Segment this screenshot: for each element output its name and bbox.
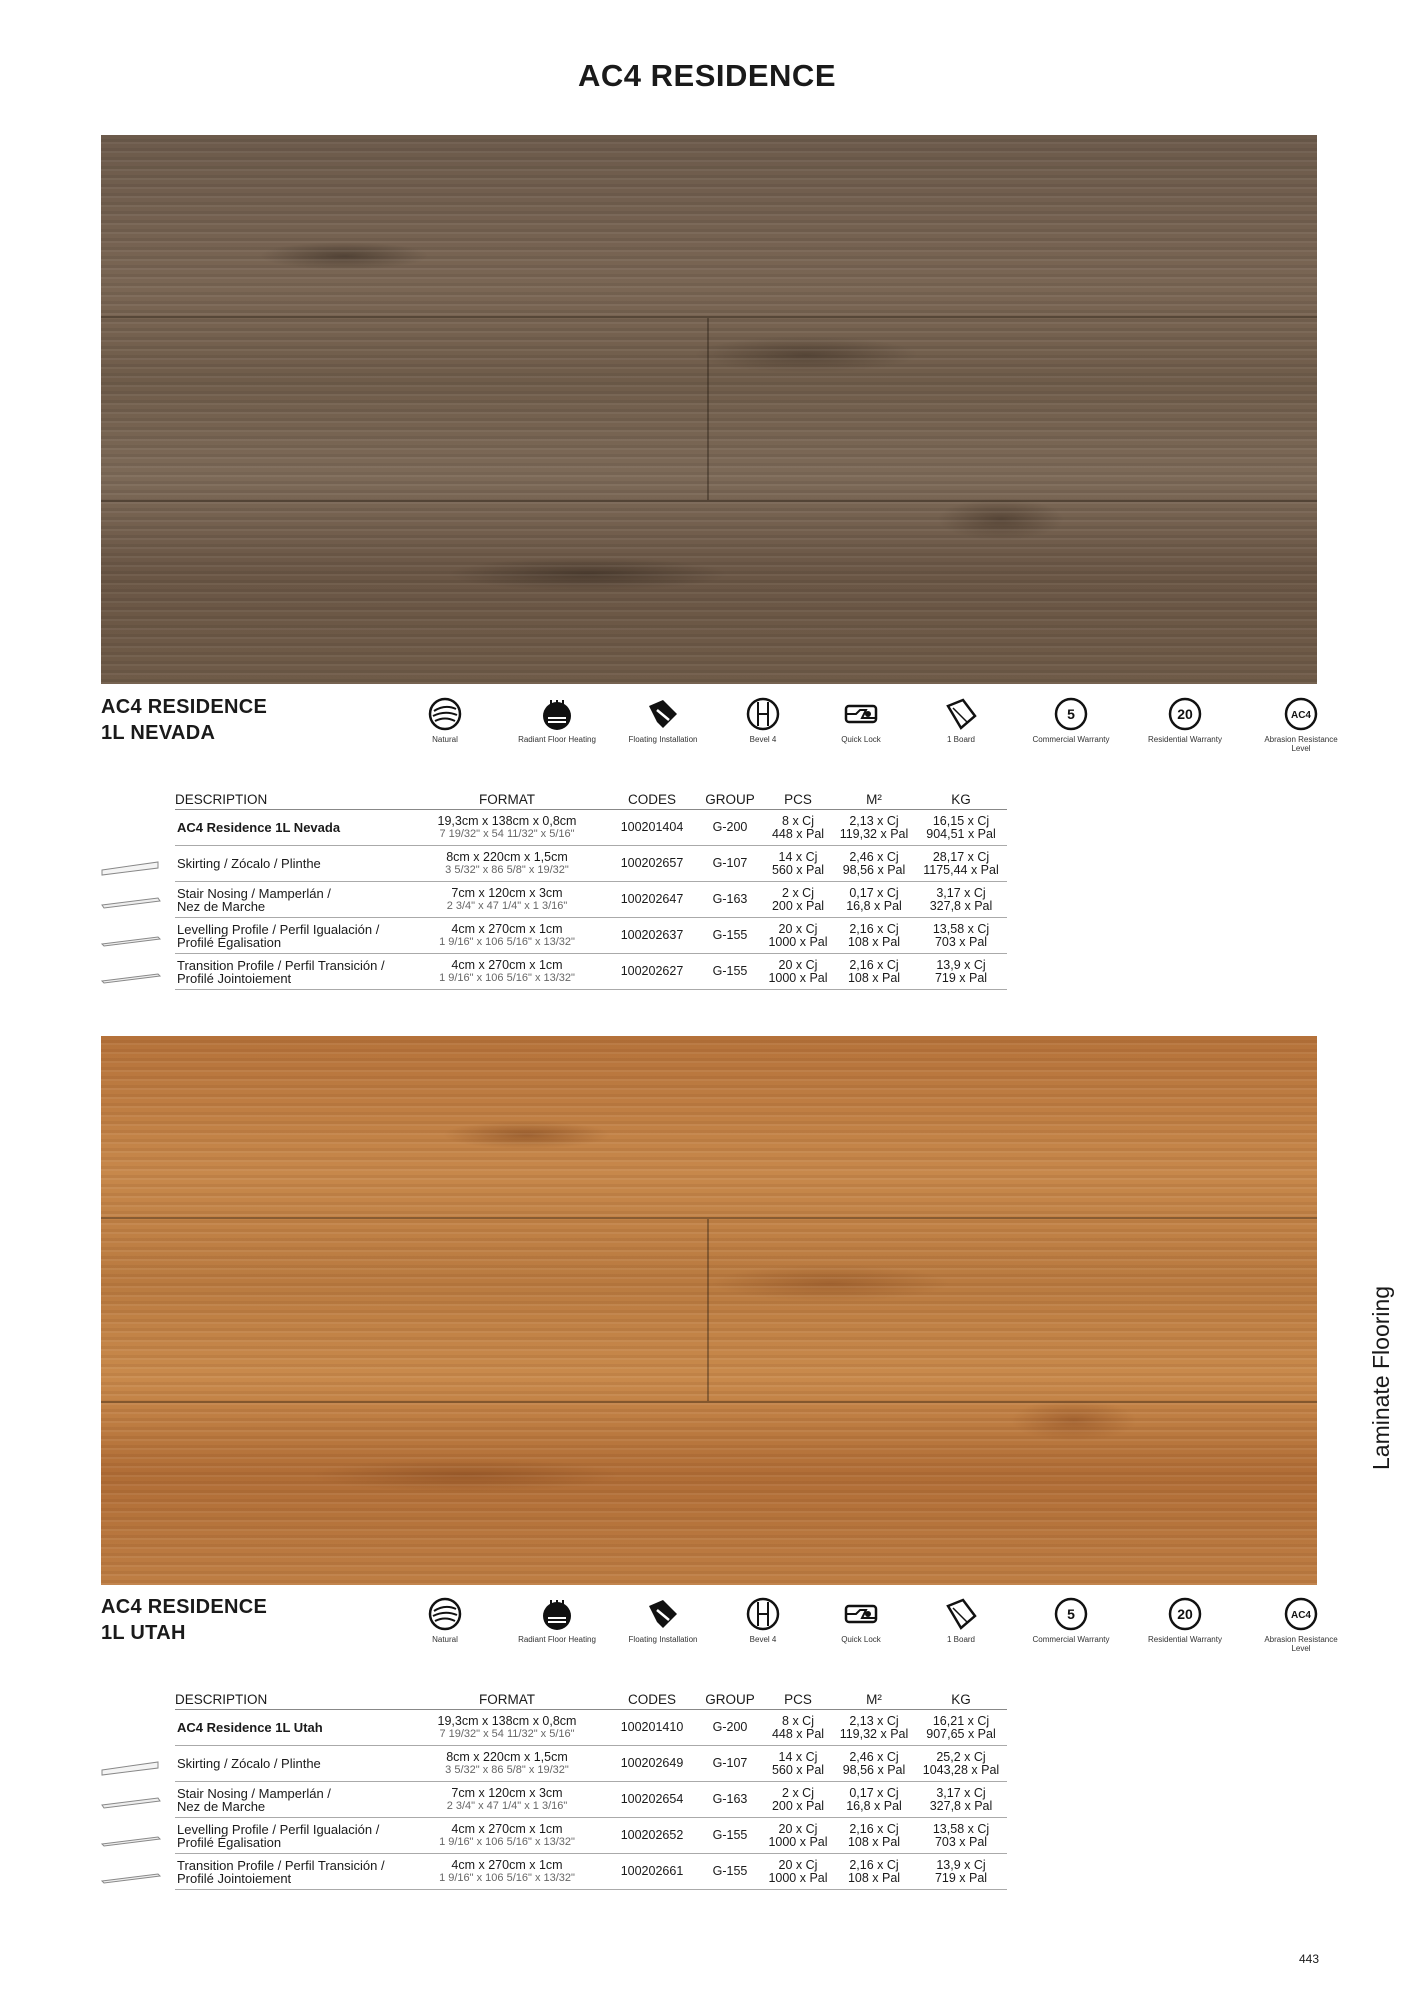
cell-description xyxy=(175,1710,407,1746)
skirting-profile-image xyxy=(100,1758,162,1776)
header-description: DESCRIPTION xyxy=(175,790,407,810)
commercial-warranty-icon xyxy=(1053,696,1089,732)
m2-pallet: 108 x Pal xyxy=(847,1834,901,1849)
icon-label: Bevel 4 xyxy=(749,1635,777,1644)
cell-code: 100201404 xyxy=(607,810,697,846)
cell-code: 100202649 xyxy=(607,1746,697,1782)
kg-pallet: 703 x Pal xyxy=(934,934,988,949)
header-m2: M² xyxy=(833,1690,915,1710)
cell-kg xyxy=(915,1746,1007,1782)
cell-format xyxy=(407,1710,607,1746)
commercial-warranty-icon xyxy=(1053,1596,1089,1632)
header-codes: CODES xyxy=(607,790,697,810)
kg-pallet: 907,65 x Pal xyxy=(926,1726,996,1741)
residential-warranty-icon xyxy=(1167,1596,1203,1632)
natural-feature xyxy=(400,1596,490,1644)
pcs-box: 2 x Cj xyxy=(782,1785,814,1800)
kg-box: 13,9 x Cj xyxy=(936,1857,986,1872)
abrasion-resistance-feature xyxy=(1256,696,1346,753)
utah-floor-image xyxy=(101,1036,1317,1585)
pcs-pallet: 1000 x Pal xyxy=(768,934,828,949)
cell-group: G-155 xyxy=(697,1854,763,1890)
pcs-pallet: 448 x Pal xyxy=(771,1726,825,1741)
bevel-feature xyxy=(718,696,808,744)
description-line1: Skirting / Zócalo / Plinthe xyxy=(177,856,321,871)
pcs-pallet: 200 x Pal xyxy=(771,898,825,913)
cell-description xyxy=(175,1854,407,1890)
description-line1: Transition Profile / Perfil Transición / xyxy=(177,957,385,973)
m2-box: 2,16 x Cj xyxy=(849,1857,899,1872)
format-metric: 8cm x 220cm x 1,5cm xyxy=(446,849,568,864)
table-row xyxy=(175,882,1007,918)
stair-nosing-profile-image xyxy=(100,893,162,911)
icon-label: Commercial Warranty xyxy=(1032,1635,1110,1644)
cell-m2 xyxy=(833,882,915,918)
pcs-pallet: 200 x Pal xyxy=(771,1798,825,1813)
format-imperial: 1 9/16" x 106 5/16" x 13/32" xyxy=(439,935,575,948)
m2-pallet: 98,56 x Pal xyxy=(842,1762,906,1777)
abrasion-resistance-icon xyxy=(1283,1596,1319,1632)
product-title-utah xyxy=(101,1594,267,1646)
description-line2: Profilé Égalisation xyxy=(177,934,282,950)
icon-label: Floating Installation xyxy=(628,735,698,744)
header-m2: M² xyxy=(833,790,915,810)
kg-box: 13,9 x Cj xyxy=(936,957,986,972)
kg-pallet: 719 x Pal xyxy=(934,1870,988,1885)
skirting-profile-image xyxy=(100,858,162,876)
residential-warranty-feature xyxy=(1140,696,1230,744)
cell-format xyxy=(407,918,607,954)
description-line1: Levelling Profile / Perfil Igualación / xyxy=(177,1821,380,1837)
cell-group: G-155 xyxy=(697,1818,763,1854)
pcs-box: 14 x Cj xyxy=(778,1749,818,1764)
format-metric: 8cm x 220cm x 1,5cm xyxy=(446,1749,568,1764)
description-line2: Profilé Égalisation xyxy=(177,1834,282,1850)
natural-feature xyxy=(400,696,490,744)
cell-pcs xyxy=(763,810,833,846)
table-body xyxy=(175,1710,1007,1890)
nevada-floor-image xyxy=(101,135,1317,684)
natural-icon xyxy=(427,696,463,732)
icon-label: Abrasion Resistance Level xyxy=(1264,1635,1338,1653)
cell-format xyxy=(407,810,607,846)
icon-label: Natural xyxy=(432,1635,458,1644)
m2-pallet: 16,8 x Pal xyxy=(846,1798,902,1813)
pcs-pallet: 560 x Pal xyxy=(771,1762,825,1777)
cell-code: 100202661 xyxy=(607,1854,697,1890)
bevel-icon xyxy=(745,1596,781,1632)
cell-group: G-200 xyxy=(697,810,763,846)
transition-profile-image xyxy=(100,968,162,986)
stair-nosing-profile-image xyxy=(100,1793,162,1811)
icon-label: Residential Warranty xyxy=(1148,735,1222,744)
cell-code: 100202652 xyxy=(607,1818,697,1854)
cell-format xyxy=(407,954,607,990)
pcs-box: 20 x Cj xyxy=(778,1857,818,1872)
cell-code: 100202654 xyxy=(607,1782,697,1818)
cell-kg xyxy=(915,918,1007,954)
cell-group: G-200 xyxy=(697,1710,763,1746)
pcs-box: 14 x Cj xyxy=(778,849,818,864)
header-group: GROUP xyxy=(697,790,763,810)
icon-label: Natural xyxy=(432,735,458,744)
format-metric: 19,3cm x 138cm x 0,8cm xyxy=(437,1713,577,1728)
levelling-profile-image xyxy=(100,931,162,949)
cell-kg xyxy=(915,882,1007,918)
abrasion-resistance-feature xyxy=(1256,1596,1346,1653)
cell-group: G-163 xyxy=(697,882,763,918)
cell-code: 100201410 xyxy=(607,1710,697,1746)
description-line1: AC4 Residence 1L Utah xyxy=(177,1720,323,1735)
badge-text: AC4 xyxy=(1290,1610,1312,1621)
cell-m2 xyxy=(833,810,915,846)
table-header-row xyxy=(175,1690,1007,1710)
one-board-feature xyxy=(916,1596,1006,1644)
format-imperial: 1 9/16" x 106 5/16" x 13/32" xyxy=(439,1871,575,1884)
cell-description xyxy=(175,918,407,954)
icon-label: 1 Board xyxy=(946,735,976,744)
badge-text: 20 xyxy=(1177,1606,1193,1622)
cell-pcs xyxy=(763,918,833,954)
pcs-pallet: 1000 x Pal xyxy=(768,970,828,985)
icon-label: Radiant Floor Heating xyxy=(518,735,596,744)
table-row xyxy=(175,1746,1007,1782)
cell-kg xyxy=(915,1782,1007,1818)
spec-table-nevada xyxy=(175,790,1007,990)
m2-pallet: 16,8 x Pal xyxy=(846,898,902,913)
badge-text: AC4 xyxy=(1290,710,1312,721)
quick-lock-feature xyxy=(816,696,906,744)
kg-pallet: 1043,28 x Pal xyxy=(922,1762,1000,1777)
icon-label: Commercial Warranty xyxy=(1032,735,1110,744)
cell-description xyxy=(175,810,407,846)
cell-pcs xyxy=(763,1782,833,1818)
cell-format xyxy=(407,882,607,918)
m2-box: 2,13 x Cj xyxy=(849,1713,899,1728)
m2-box: 2,13 x Cj xyxy=(849,813,899,828)
product-title-line2: 1L NEVADA xyxy=(101,722,216,744)
icon-label: 1 Board xyxy=(946,1635,976,1644)
cell-kg xyxy=(915,954,1007,990)
cell-code: 100202647 xyxy=(607,882,697,918)
kg-pallet: 1175,44 x Pal xyxy=(923,862,999,877)
table-row xyxy=(175,810,1007,846)
m2-box: 2,46 x Cj xyxy=(849,1749,899,1764)
cell-m2 xyxy=(833,846,915,882)
format-metric: 4cm x 270cm x 1cm xyxy=(451,1821,563,1836)
header-codes: CODES xyxy=(607,1690,697,1710)
icon-label: Floating Installation xyxy=(628,1635,698,1644)
cell-kg xyxy=(915,1818,1007,1854)
m2-pallet: 108 x Pal xyxy=(847,1870,901,1885)
quick-lock-icon xyxy=(843,696,879,732)
m2-box: 2,16 x Cj xyxy=(849,921,899,936)
format-metric: 4cm x 270cm x 1cm xyxy=(451,921,563,936)
product-title-line2: 1L UTAH xyxy=(101,1622,186,1644)
cell-code: 100202637 xyxy=(607,918,697,954)
icon-label: Radiant Floor Heating xyxy=(518,1635,596,1644)
icon-label: Quick Lock xyxy=(841,1635,881,1644)
cell-pcs xyxy=(763,882,833,918)
radiant-floor-heating-feature xyxy=(512,1596,602,1644)
m2-pallet: 108 x Pal xyxy=(847,970,901,985)
format-metric: 4cm x 270cm x 1cm xyxy=(451,957,563,972)
description-line1: Transition Profile / Perfil Transición / xyxy=(177,1857,385,1873)
bevel-icon xyxy=(745,696,781,732)
plank-seam xyxy=(101,500,1317,502)
abrasion-resistance-icon xyxy=(1283,696,1319,732)
icon-label: Quick Lock xyxy=(841,735,881,744)
plank-seam xyxy=(101,316,1317,318)
badge-text: 5 xyxy=(1067,706,1075,722)
m2-pallet: 108 x Pal xyxy=(847,934,901,949)
table-row xyxy=(175,1854,1007,1890)
cell-description xyxy=(175,1782,407,1818)
header-description: DESCRIPTION xyxy=(175,1690,407,1710)
kg-box: 16,21 x Cj xyxy=(932,1713,990,1728)
one-board-icon xyxy=(943,696,979,732)
cell-m2 xyxy=(833,1854,915,1890)
plank-seam xyxy=(101,1401,1317,1403)
cell-format xyxy=(407,1854,607,1890)
bevel-feature xyxy=(718,1596,808,1644)
table-row xyxy=(175,1782,1007,1818)
cell-group: G-155 xyxy=(697,918,763,954)
description-line1: Stair Nosing / Mamperlán / xyxy=(177,885,331,901)
table-header-row xyxy=(175,790,1007,810)
cell-m2 xyxy=(833,954,915,990)
page-title: AC4 RESIDENCE xyxy=(578,58,836,93)
kg-pallet: 327,8 x Pal xyxy=(929,898,993,913)
description-line1: AC4 Residence 1L Nevada xyxy=(177,820,341,835)
format-imperial: 2 3/4" x 47 1/4" x 1 3/16" xyxy=(446,899,568,912)
m2-pallet: 119,32 x Pal xyxy=(839,826,909,841)
cell-pcs xyxy=(763,1746,833,1782)
description-line1: Stair Nosing / Mamperlán / xyxy=(177,1785,331,1801)
table-row xyxy=(175,1818,1007,1854)
icon-label: Residential Warranty xyxy=(1148,1635,1222,1644)
pcs-box: 2 x Cj xyxy=(782,885,814,900)
format-imperial: 2 3/4" x 47 1/4" x 1 3/16" xyxy=(446,1799,568,1812)
description-line2: Profilé Jointoiement xyxy=(177,970,292,986)
format-imperial: 1 9/16" x 106 5/16" x 13/32" xyxy=(439,971,575,984)
product-title-nevada xyxy=(101,694,267,746)
format-imperial: 7 19/32" x 54 11/32" x 5/16" xyxy=(439,1727,575,1740)
description-line2: Nez de Marche xyxy=(177,898,266,914)
kg-pallet: 327,8 x Pal xyxy=(929,1798,993,1813)
pcs-box: 8 x Cj xyxy=(782,813,814,828)
cell-format xyxy=(407,846,607,882)
format-metric: 19,3cm x 138cm x 0,8cm xyxy=(437,813,577,828)
cell-description xyxy=(175,882,407,918)
cell-pcs xyxy=(763,954,833,990)
floating-installation-icon xyxy=(645,696,681,732)
pcs-box: 20 x Cj xyxy=(778,957,818,972)
cell-pcs xyxy=(763,1854,833,1890)
m2-box: 2,46 x Cj xyxy=(849,849,899,864)
product-title-line1: AC4 RESIDENCE xyxy=(101,696,268,718)
kg-pallet: 904,51 x Pal xyxy=(926,826,996,841)
plank-seam xyxy=(707,318,709,500)
floating-installation-feature xyxy=(618,1596,708,1644)
radiant-floor-heating-icon xyxy=(539,696,575,732)
table-row xyxy=(175,846,1007,882)
m2-box: 2,16 x Cj xyxy=(849,957,899,972)
cell-format xyxy=(407,1818,607,1854)
one-board-icon xyxy=(943,1596,979,1632)
kg-box: 3,17 x Cj xyxy=(936,1785,986,1800)
header-format: FORMAT xyxy=(407,790,607,810)
pcs-pallet: 1000 x Pal xyxy=(768,1834,828,1849)
commercial-warranty-feature xyxy=(1026,696,1116,744)
cell-m2 xyxy=(833,918,915,954)
natural-icon xyxy=(427,1596,463,1632)
m2-box: 0,17 x Cj xyxy=(849,1785,899,1800)
cell-description xyxy=(175,1746,407,1782)
levelling-profile-image xyxy=(100,1831,162,1849)
cell-kg xyxy=(915,810,1007,846)
header-pcs: PCS xyxy=(763,1690,833,1710)
icon-label: Bevel 4 xyxy=(749,735,777,744)
cell-code: 100202627 xyxy=(607,954,697,990)
badge-text: 5 xyxy=(1067,1606,1075,1622)
table-row xyxy=(175,1710,1007,1746)
kg-pallet: 703 x Pal xyxy=(934,1834,988,1849)
plank-seam xyxy=(707,1219,709,1401)
cell-m2 xyxy=(833,1818,915,1854)
product-title-line1: AC4 RESIDENCE xyxy=(101,1596,268,1618)
table-row xyxy=(175,918,1007,954)
cell-kg xyxy=(915,1710,1007,1746)
m2-pallet: 98,56 x Pal xyxy=(842,862,906,877)
cell-code: 100202657 xyxy=(607,846,697,882)
cell-m2 xyxy=(833,1746,915,1782)
quick-lock-feature xyxy=(816,1596,906,1644)
floating-installation-feature xyxy=(618,696,708,744)
radiant-floor-heating-icon xyxy=(539,1596,575,1632)
residential-warranty-icon xyxy=(1167,696,1203,732)
cell-group: G-163 xyxy=(697,1782,763,1818)
badge-text: 20 xyxy=(1177,706,1193,722)
transition-profile-image xyxy=(100,1868,162,1886)
description-line2: Nez de Marche xyxy=(177,1798,266,1814)
header-pcs: PCS xyxy=(763,790,833,810)
section-side-label: Laminate Flooring xyxy=(1368,1285,1394,1470)
header-format: FORMAT xyxy=(407,1690,607,1710)
cell-kg xyxy=(915,846,1007,882)
cell-group: G-155 xyxy=(697,954,763,990)
pcs-pallet: 1000 x Pal xyxy=(768,1870,828,1885)
cell-format xyxy=(407,1746,607,1782)
pcs-box: 20 x Cj xyxy=(778,1821,818,1836)
format-metric: 7cm x 120cm x 3cm xyxy=(451,1785,563,1800)
description-line2: Profilé Jointoiement xyxy=(177,1870,292,1886)
format-metric: 7cm x 120cm x 3cm xyxy=(451,885,563,900)
cell-description xyxy=(175,954,407,990)
kg-box: 16,15 x Cj xyxy=(932,813,990,828)
cell-format xyxy=(407,1782,607,1818)
cell-m2 xyxy=(833,1710,915,1746)
m2-pallet: 119,32 x Pal xyxy=(839,1726,909,1741)
header-kg: KG xyxy=(915,1690,1007,1710)
radiant-floor-heating-feature xyxy=(512,696,602,744)
description-line1: Skirting / Zócalo / Plinthe xyxy=(177,1756,321,1771)
m2-box: 2,16 x Cj xyxy=(849,1821,899,1836)
kg-box: 25,2 x Cj xyxy=(936,1749,986,1764)
quick-lock-icon xyxy=(843,1596,879,1632)
m2-box: 0,17 x Cj xyxy=(849,885,899,900)
kg-box: 28,17 x Cj xyxy=(932,849,990,864)
cell-description xyxy=(175,1818,407,1854)
page-number: 443 xyxy=(1298,1952,1319,1966)
cell-description xyxy=(175,846,407,882)
description-line1: Levelling Profile / Perfil Igualación / xyxy=(177,921,380,937)
icon-label: Abrasion Resistance Level xyxy=(1264,735,1338,753)
table-body xyxy=(175,810,1007,990)
cell-pcs xyxy=(763,1818,833,1854)
table-row xyxy=(175,954,1007,990)
header-kg: KG xyxy=(915,790,1007,810)
commercial-warranty-feature xyxy=(1026,1596,1116,1644)
cell-kg xyxy=(915,1854,1007,1890)
kg-box: 13,58 x Cj xyxy=(932,1821,990,1836)
pcs-box: 20 x Cj xyxy=(778,921,818,936)
cell-group: G-107 xyxy=(697,846,763,882)
format-metric: 4cm x 270cm x 1cm xyxy=(451,1857,563,1872)
kg-box: 13,58 x Cj xyxy=(932,921,990,936)
kg-box: 3,17 x Cj xyxy=(936,885,986,900)
cell-group: G-107 xyxy=(697,1746,763,1782)
format-imperial: 7 19/32" x 54 11/32" x 5/16" xyxy=(439,827,575,840)
format-imperial: 3 5/32" x 86 5/8" x 19/32" xyxy=(445,863,569,876)
spec-table-utah xyxy=(175,1690,1007,1890)
residential-warranty-feature xyxy=(1140,1596,1230,1644)
one-board-feature xyxy=(916,696,1006,744)
format-imperial: 1 9/16" x 106 5/16" x 13/32" xyxy=(439,1835,575,1848)
cell-m2 xyxy=(833,1782,915,1818)
cell-pcs xyxy=(763,1710,833,1746)
floating-installation-icon xyxy=(645,1596,681,1632)
plank-seam xyxy=(101,1217,1317,1219)
cell-pcs xyxy=(763,846,833,882)
pcs-pallet: 560 x Pal xyxy=(771,862,825,877)
pcs-pallet: 448 x Pal xyxy=(771,826,825,841)
header-group: GROUP xyxy=(697,1690,763,1710)
format-imperial: 3 5/32" x 86 5/8" x 19/32" xyxy=(445,1763,569,1776)
kg-pallet: 719 x Pal xyxy=(934,970,988,985)
pcs-box: 8 x Cj xyxy=(782,1713,814,1728)
